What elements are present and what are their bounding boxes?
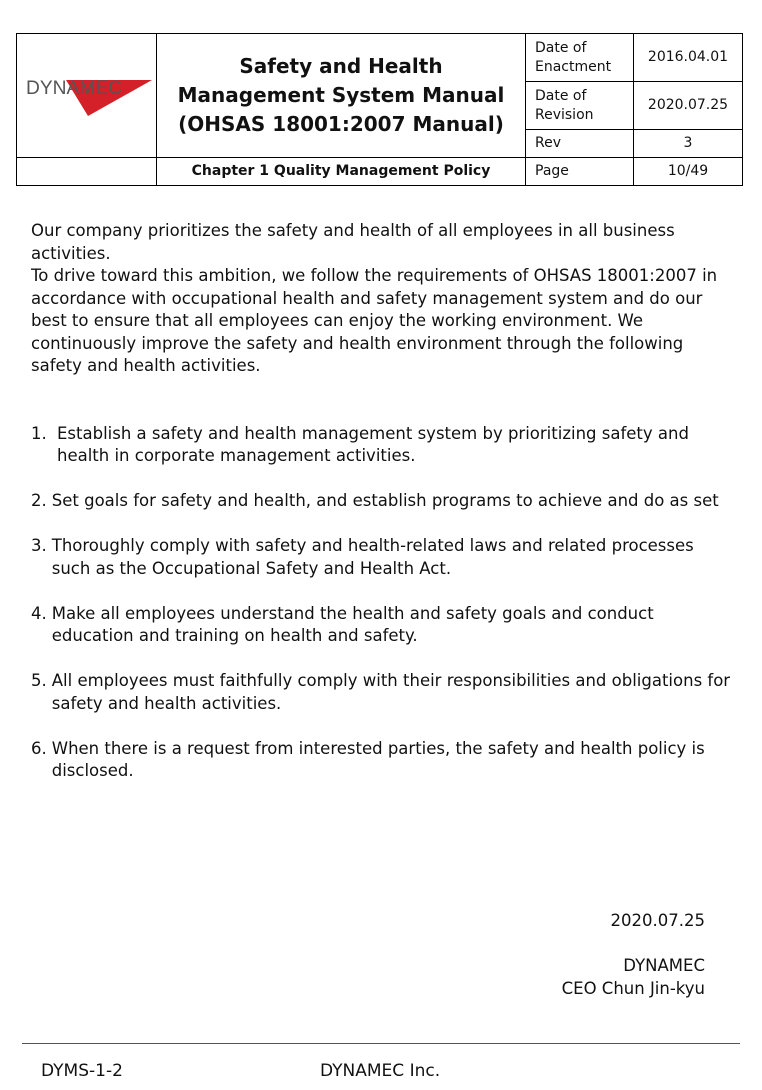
list-item xyxy=(31,603,731,648)
list-item-text: Make all employees understand the health and safety goals and conduct education and training on health and safety. xyxy=(51,603,654,645)
list-item xyxy=(31,423,731,468)
signature-block xyxy=(562,910,705,1000)
signature-date: 2020.07.25 xyxy=(610,911,705,930)
title-line-1: Safety and Health xyxy=(239,54,443,78)
footer-divider xyxy=(22,1043,740,1044)
list-item-number: 4. xyxy=(31,603,47,623)
enactment-label-line-1: Date of xyxy=(535,39,587,56)
list-item-number: 2. xyxy=(31,491,47,510)
dynamec-logo xyxy=(22,68,152,118)
list-item-number: 3. xyxy=(31,536,47,555)
list-item xyxy=(31,670,731,715)
rev-label: Rev xyxy=(526,130,634,158)
chapter-title: Chapter 1 Quality Management Policy xyxy=(157,158,526,186)
list-item-text: When there is a request from interested parties, the safety and health policy is disclosed. xyxy=(51,738,705,780)
logo-spacer xyxy=(17,158,157,186)
rev-value: 3 xyxy=(634,130,743,158)
page-value: 10/49 xyxy=(634,158,743,186)
enactment-label-line-2: Enactment xyxy=(535,58,612,75)
list-item-number: 6. xyxy=(31,738,47,758)
enactment-value: 2016.04.01 xyxy=(634,34,743,82)
title-line-2: Management System Manual xyxy=(177,83,505,107)
logo-cell xyxy=(17,34,157,158)
footer-doc-code: DYMS-1-2 xyxy=(41,1061,123,1081)
enactment-label xyxy=(526,34,634,82)
intro-text xyxy=(31,220,731,378)
policy-body xyxy=(31,220,731,805)
intro-paragraph-2: To drive toward this ambition, we follow the requirements of OHSAS 18001:2007 in accordance with occupational health and safety management system and do our best to ensure that all employees can enjoy the working environment. We continuously improve the safety and health environment through the following safety and health activities. xyxy=(31,266,718,375)
revision-label-line-1: Date of xyxy=(535,87,587,104)
list-item-text: Thoroughly comply with safety and health-related laws and related processes such as the Occupational Safety and Health Act. xyxy=(51,536,694,578)
list-item-number: 1. xyxy=(31,423,52,443)
signature-company: DYNAMEC xyxy=(623,956,705,975)
revision-label xyxy=(526,82,634,130)
list-item-text: Set goals for safety and health, and establish programs to achieve and do as set xyxy=(51,491,719,510)
intro-paragraph-1: Our company prioritizes the safety and health of all employees in all business activities. xyxy=(31,221,675,263)
list-item xyxy=(31,535,731,580)
manual-title xyxy=(157,34,526,158)
list-item-text: Establish a safety and health management system by prioritizing safety and health in corporate management activities. xyxy=(57,423,689,465)
title-line-3: (OHSAS 18001:2007 Manual) xyxy=(178,112,504,136)
signature-ceo: CEO Chun Jin-kyu xyxy=(561,978,705,998)
logo-text: DYNAMEC xyxy=(25,77,122,99)
list-item-number: 5. xyxy=(31,671,47,690)
revision-label-line-2: Revision xyxy=(535,106,594,123)
list-item xyxy=(31,490,731,513)
policy-list xyxy=(31,423,731,783)
list-item-text: All employees must faithfully comply with their responsibilities and obligations for safety and health activities. xyxy=(51,671,731,713)
revision-value: 2020.07.25 xyxy=(634,82,743,130)
document-header xyxy=(16,33,743,186)
page-label: Page xyxy=(526,158,634,186)
list-item xyxy=(31,738,731,783)
footer-company: DYNAMEC Inc. xyxy=(320,1061,441,1081)
